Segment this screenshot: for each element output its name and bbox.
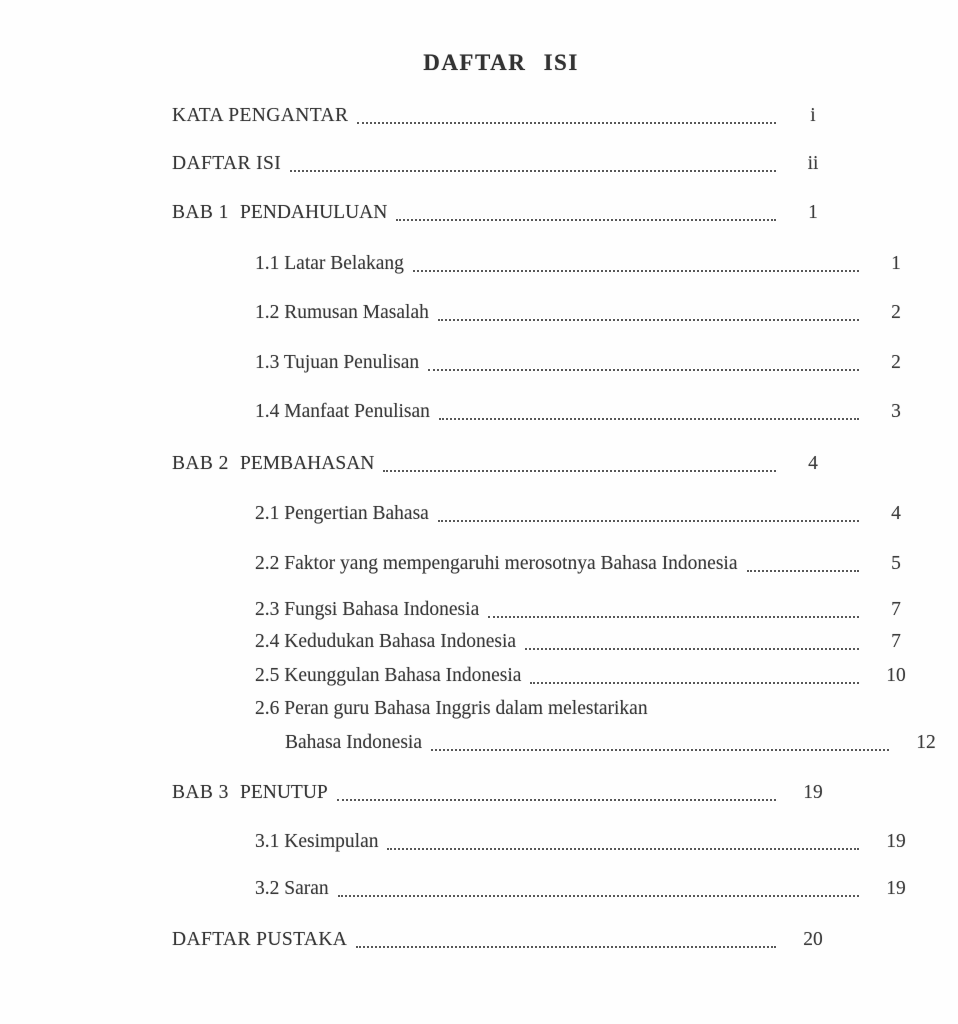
toc-entry-label: 2.4 Kedudukan Bahasa Indonesia: [255, 631, 517, 652]
toc-entry: [172, 452, 834, 476]
toc-entry: [172, 697, 917, 721]
dot-leader: [438, 520, 859, 522]
toc-entry-label: 2.1 Pengertian Bahasa: [255, 503, 429, 524]
toc-page-number: 10: [886, 665, 906, 686]
toc-chapter-number: BAB 2: [172, 453, 229, 474]
dot-leader: [428, 369, 859, 371]
toc-entry: [172, 598, 917, 622]
dot-leader: [338, 895, 859, 897]
dot-leader: [438, 319, 859, 321]
toc-entry-label: 1.1 Latar Belakang: [255, 253, 404, 274]
toc-entry: [172, 252, 917, 276]
toc-entry-label: 1.3 Tujuan Penulisan: [255, 352, 420, 373]
toc-entry-label: DAFTAR PUSTAKA: [172, 929, 348, 950]
toc-entry-label: 2.6 Peran guru Bahasa Inggris dalam melestarikan: [255, 698, 648, 719]
toc-entry: [172, 152, 834, 176]
toc-chapter-number: BAB 1: [172, 202, 229, 223]
dot-leader: [290, 170, 776, 172]
dot-leader: [413, 270, 859, 272]
dot-leader: [357, 122, 776, 124]
dot-leader: [356, 946, 776, 948]
dot-leader: [387, 848, 859, 850]
toc-page-number: 20: [803, 929, 823, 950]
toc-page-number: 3: [891, 401, 901, 422]
toc-entry: [172, 201, 834, 225]
toc-page-number: 19: [803, 782, 823, 803]
toc-entry: [172, 630, 917, 654]
toc-entry-label: KATA PENGANTAR: [172, 105, 349, 126]
toc-chapter-number: BAB 3: [172, 782, 229, 803]
toc-entry-label: 3.1 Kesimpulan: [255, 831, 379, 852]
toc-page-number: 19: [886, 878, 906, 899]
toc-page-number: ii: [807, 153, 819, 174]
toc-page-number: 7: [891, 599, 901, 620]
toc-entry-label: Bahasa Indonesia: [285, 732, 422, 753]
dot-leader: [747, 570, 859, 572]
page-title: DAFTAR ISI: [423, 50, 579, 75]
dot-leader: [488, 616, 859, 618]
toc-entry-label: 2.2 Faktor yang mempengaruhi merosotnya Bahasa Indonesia: [255, 553, 738, 574]
dot-leader: [530, 682, 859, 684]
toc-entry: [172, 731, 947, 755]
toc-page-number: i: [810, 105, 816, 126]
toc-entry: [172, 781, 834, 805]
dot-leader: [396, 219, 776, 221]
toc-entry-label: 2.5 Keunggulan Bahasa Indonesia: [255, 665, 522, 686]
toc-entry-label: 2.3 Fungsi Bahasa Indonesia: [255, 599, 480, 620]
toc-entry: [172, 301, 917, 325]
toc-page-number: 1: [808, 202, 818, 223]
toc-page-number: 19: [886, 831, 906, 852]
toc-page-number: 4: [891, 503, 901, 524]
dot-leader: [337, 799, 776, 801]
toc-entry: [172, 552, 917, 576]
toc-entry: [172, 104, 834, 128]
dot-leader: [431, 749, 889, 751]
toc-entry: [172, 351, 917, 375]
dot-leader: [525, 648, 859, 650]
toc-entry: [172, 664, 917, 688]
toc-page-number: 4: [808, 453, 818, 474]
toc-entry-label: 3.2 Saran: [255, 878, 329, 899]
toc-entry-label: PENDAHULUAN: [240, 202, 388, 223]
toc-entry-label: PENUTUP: [240, 782, 328, 803]
toc-page-number: 2: [891, 352, 901, 373]
toc-entry-label: 1.4 Manfaat Penulisan: [255, 401, 430, 422]
toc-page-number: 5: [891, 553, 901, 574]
dot-leader: [439, 418, 859, 420]
dot-leader: [383, 470, 776, 472]
toc-entry-label: PEMBAHASAN: [240, 453, 375, 474]
toc-entry: [172, 928, 834, 952]
toc-page-number: 7: [891, 631, 901, 652]
toc-entry-label: DAFTAR ISI: [172, 153, 282, 174]
toc-entry: [172, 877, 917, 901]
toc-entry: [172, 830, 917, 854]
toc-page-number: 12: [916, 732, 936, 753]
toc-page-number: 1: [891, 253, 901, 274]
toc-page-number: 2: [891, 302, 901, 323]
toc-entry-label: 1.2 Rumusan Masalah: [255, 302, 429, 323]
toc-entry: [172, 502, 917, 526]
toc-entry: [172, 400, 917, 424]
